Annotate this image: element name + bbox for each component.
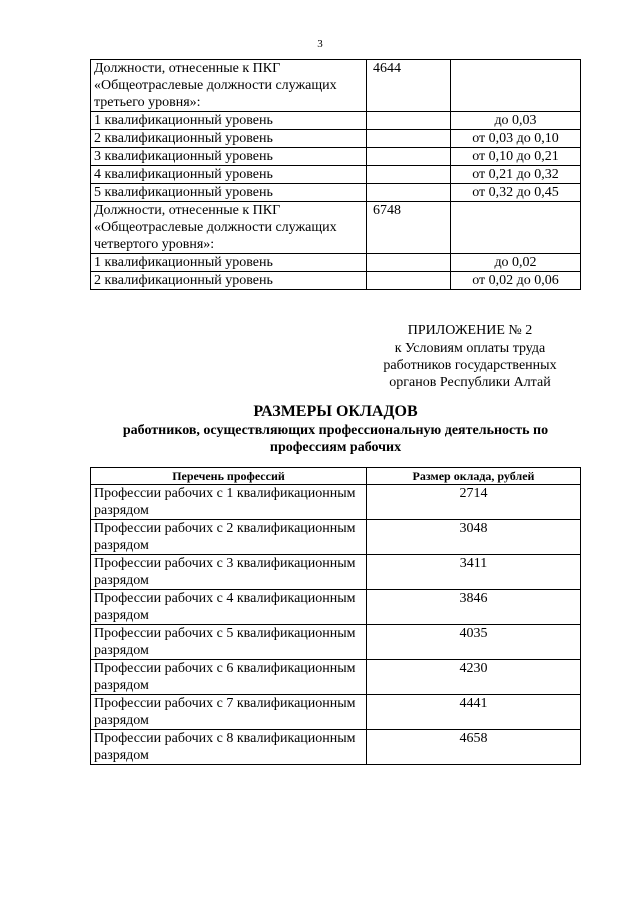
table-row (91, 112, 581, 130)
pkg-group-name: Должности, отнесенные к ПКГ «Общеотраслевые должности служащих четвертого уровня»: (91, 202, 367, 254)
appendix-line-3: органов Республики Алтай (389, 375, 551, 390)
column-header-salary: Размер оклада, рублей (367, 468, 581, 485)
pkg-code (367, 166, 451, 184)
table-row (91, 660, 581, 695)
coefficient-cell: до 0,02 (451, 254, 581, 272)
qualification-level: 2 квалификационный уровень (91, 130, 367, 148)
profession-name: Профессии рабочих с 4 квалификационным разрядом (91, 590, 367, 625)
page-number: 3 (317, 38, 323, 50)
table-row (91, 60, 581, 112)
coefficient-cell (451, 60, 581, 112)
profession-name: Профессии рабочих с 6 квалификационным разрядом (91, 660, 367, 695)
appendix-title: ПРИЛОЖЕНИЕ № 2 (407, 323, 533, 338)
qualification-level: 3 квалификационный уровень (91, 148, 367, 166)
profession-name: Профессии рабочих с 1 квалификационным разрядом (91, 485, 367, 520)
qualification-level: 5 квалификационный уровень (91, 184, 367, 202)
salary-value: 2714 (367, 485, 581, 520)
pkg-code (367, 148, 451, 166)
table-row (91, 520, 581, 555)
coefficient-cell: от 0,02 до 0,06 (451, 272, 581, 290)
table-row (91, 148, 581, 166)
table-row (91, 695, 581, 730)
table-row (91, 730, 581, 765)
table-row (91, 272, 581, 290)
salary-table (90, 467, 581, 765)
coefficient-cell: от 0,32 до 0,45 (451, 184, 581, 202)
salary-value: 3048 (367, 520, 581, 555)
profession-name: Профессии рабочих с 3 квалификационным разрядом (91, 555, 367, 590)
pkg-code (367, 112, 451, 130)
pkg-code (367, 254, 451, 272)
appendix-line-2: работников государственных (383, 358, 557, 373)
salary-value: 4658 (367, 730, 581, 765)
profession-name: Профессии рабочих с 2 квалификационным разрядом (91, 520, 367, 555)
appendix-line-1: к Условиям оплаты труда (394, 341, 546, 356)
pkg-code (367, 272, 451, 290)
coefficient-cell: от 0,10 до 0,21 (451, 148, 581, 166)
pkg-code (367, 184, 451, 202)
coefficient-cell (451, 202, 581, 254)
coefficient-cell: от 0,03 до 0,10 (451, 130, 581, 148)
table-row (91, 485, 581, 520)
profession-name: Профессии рабочих с 7 квалификационным разрядом (91, 695, 367, 730)
qualification-level: 4 квалификационный уровень (91, 166, 367, 184)
pkg-coefficients-table (90, 59, 581, 290)
qualification-level: 1 квалификационный уровень (91, 112, 367, 130)
profession-name: Профессии рабочих с 5 квалификационным разрядом (91, 625, 367, 660)
document-subtitle: работников, осуществляющих профессиональную деятельность по профессиям рабочих (122, 423, 549, 455)
table-row (91, 625, 581, 660)
pkg-code: 6748 (367, 202, 451, 254)
table-row (91, 555, 581, 590)
table-header-row (91, 468, 581, 485)
profession-name: Профессии рабочих с 8 квалификационным разрядом (91, 730, 367, 765)
document-title: РАЗМЕРЫ ОКЛАДОВ (253, 403, 418, 420)
salary-value: 4441 (367, 695, 581, 730)
salary-value: 3846 (367, 590, 581, 625)
salary-value: 3411 (367, 555, 581, 590)
qualification-level: 1 квалификационный уровень (91, 254, 367, 272)
table-row (91, 254, 581, 272)
table-row (91, 590, 581, 625)
salary-value: 4230 (367, 660, 581, 695)
salary-value: 4035 (367, 625, 581, 660)
coefficient-cell: от 0,21 до 0,32 (451, 166, 581, 184)
pkg-group-name: Должности, отнесенные к ПКГ «Общеотраслевые должности служащих третьего уровня»: (91, 60, 367, 112)
pkg-code (367, 130, 451, 148)
table-row (91, 166, 581, 184)
table-row (91, 184, 581, 202)
table-row (91, 130, 581, 148)
table-row (91, 202, 581, 254)
column-header-professions: Перечень профессий (91, 468, 367, 485)
qualification-level: 2 квалификационный уровень (91, 272, 367, 290)
coefficient-cell: до 0,03 (451, 112, 581, 130)
pkg-code: 4644 (367, 60, 451, 112)
